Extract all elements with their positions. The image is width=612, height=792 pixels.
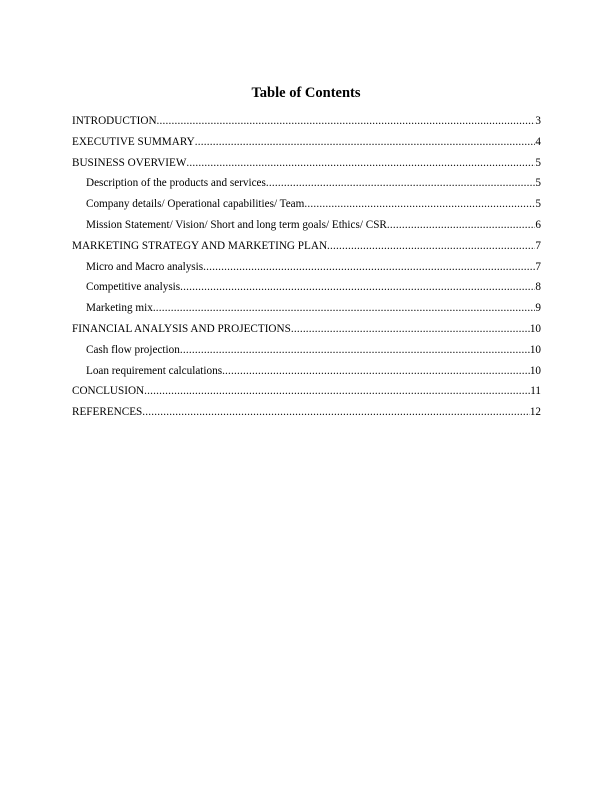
toc-dot-leader	[142, 402, 530, 423]
toc-page-number: 9	[535, 302, 541, 315]
toc-dot-leader	[180, 340, 530, 361]
toc-dot-leader	[195, 132, 536, 153]
toc-page-number: 10	[529, 343, 541, 356]
toc-dot-leader	[222, 361, 530, 382]
toc-entry-label: Mission Statement/ Vision/ Short and long term goals/ Ethics/ CSR	[86, 218, 387, 231]
toc-entry-label: Micro and Macro analysis	[86, 260, 204, 273]
toc-entry-business-overview[interactable]	[72, 153, 541, 174]
toc-page-number: 4	[535, 135, 541, 148]
toc-entry-financial-analysis[interactable]	[72, 319, 541, 340]
toc-entry-label: INTRODUCTION	[72, 115, 157, 127]
toc-entry-cash-flow-projection[interactable]	[72, 340, 541, 361]
toc-dot-leader	[266, 173, 536, 194]
toc-dot-leader	[144, 381, 530, 402]
toc-title: Table of Contents	[251, 85, 361, 101]
toc-entry-marketing-strategy[interactable]	[72, 236, 541, 257]
toc-entry-company-details[interactable]	[72, 194, 541, 215]
toc-page-number: 10	[529, 322, 541, 335]
toc-dot-leader	[387, 215, 536, 236]
toc-entry-label: FINANCIAL ANALYSIS AND PROJECTIONS	[72, 322, 291, 335]
toc-page-number: 5	[535, 198, 541, 211]
toc-entry-loan-requirement[interactable]	[72, 361, 541, 382]
toc-dot-leader	[180, 277, 535, 298]
toc-page-number: 5	[535, 177, 541, 190]
toc-dot-leader	[327, 236, 535, 257]
toc-entry-micro-macro-analysis[interactable]	[72, 257, 541, 278]
toc-page-number: 8	[535, 281, 541, 294]
toc-page-number: 3	[535, 115, 541, 127]
toc-entry-conclusion[interactable]	[72, 381, 541, 402]
toc-entry-marketing-mix[interactable]	[72, 298, 541, 319]
toc-dot-leader	[157, 111, 536, 132]
toc-page-number: 11	[530, 385, 541, 398]
toc-dot-leader	[291, 319, 530, 340]
toc-entry-label: MARKETING STRATEGY AND MARKETING PLAN	[72, 239, 328, 252]
toc-entry-label: Loan requirement calculations	[86, 364, 223, 377]
toc-entry-label: Competitive analysis	[86, 281, 181, 294]
toc-dot-leader	[186, 153, 535, 174]
toc-dot-leader	[203, 257, 535, 278]
toc-page-number: 7	[535, 239, 541, 252]
toc-entry-label: Marketing mix	[86, 302, 153, 315]
toc-entry-label: CONCLUSION	[72, 385, 145, 398]
toc-entry-label: REFERENCES	[72, 406, 143, 419]
toc-entry-executive-summary[interactable]	[72, 132, 541, 153]
toc-dot-leader	[304, 194, 535, 215]
toc-entry-mission-statement[interactable]	[72, 215, 541, 236]
toc-entry-label: EXECUTIVE SUMMARY	[72, 135, 195, 148]
toc-page-number: 6	[535, 218, 541, 231]
toc-list	[72, 111, 541, 423]
toc-dot-leader	[153, 298, 536, 319]
toc-entry-references[interactable]	[72, 402, 541, 423]
toc-page-number: 7	[535, 260, 541, 273]
toc-page-number: 12	[529, 406, 541, 419]
toc-entry-label: Cash flow projection	[86, 343, 180, 356]
toc-entry-label: Description of the products and services	[86, 177, 266, 190]
toc-entry-products-services[interactable]	[72, 173, 541, 194]
toc-entry-label: Company details/ Operational capabilities/ Team	[86, 198, 305, 211]
toc-page-number: 5	[535, 156, 541, 169]
toc-entry-label: BUSINESS OVERVIEW	[72, 156, 187, 169]
toc-entry-competitive-analysis[interactable]	[72, 277, 541, 298]
toc-entry-introduction[interactable]	[72, 111, 541, 132]
toc-page-number: 10	[529, 364, 541, 377]
